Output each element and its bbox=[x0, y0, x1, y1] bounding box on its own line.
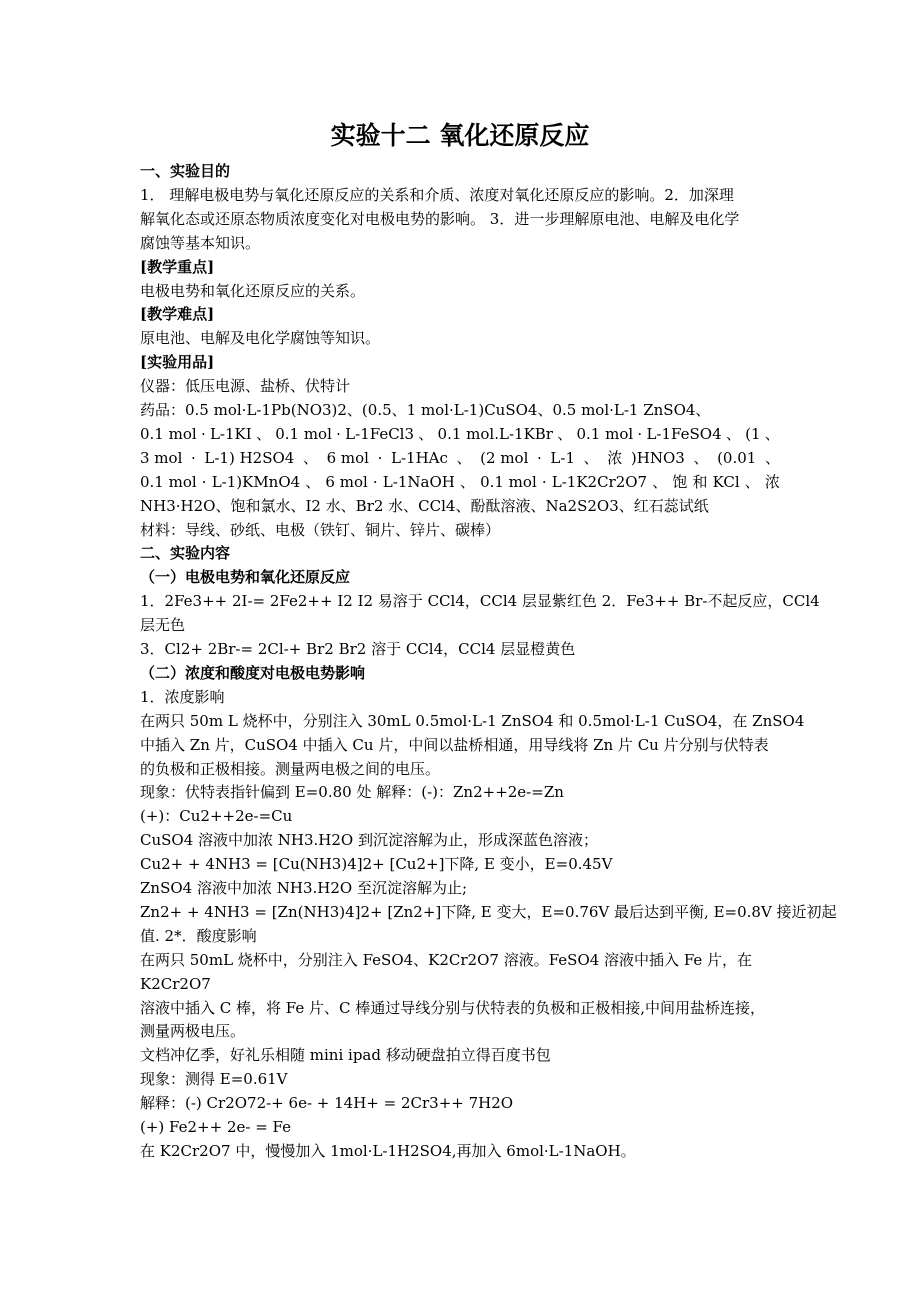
text-token: 0.1 mol bbox=[275, 424, 332, 443]
text-token: 、 bbox=[583, 448, 599, 467]
text-token: L-1 bbox=[550, 448, 575, 467]
section-heading: [教学难点] bbox=[140, 305, 215, 324]
text-line: Zn2+ + 4NH3 = [Zn(NH3)4]2+ [Zn2+]下降, E 变大，E=0.76V 最后达到平衡, E=0.8V 接近初起 bbox=[140, 902, 837, 921]
text-token: · bbox=[336, 424, 341, 443]
text-token: (1 bbox=[745, 424, 761, 443]
text-line: 3．Cl2+ 2Br-= 2Cl-+ Br2 Br2 溶于 CCl4，CCl4 层显橙黄色 bbox=[140, 640, 576, 658]
text-token: 、 bbox=[652, 472, 668, 491]
text-line: 现象：伏特表指针偏到 E=0.80 处 解释：(-)：Zn2++2e-=Zn bbox=[140, 783, 564, 802]
text-line: 文档冲亿季，好礼乐相随 mini ipad 移动硬盘拍立得百度书包 bbox=[140, 1046, 551, 1065]
text-line: 的负极和正极相接。测量两电极之间的电压。 bbox=[140, 759, 441, 778]
section-heading: 一、实验目的 bbox=[140, 162, 231, 180]
text-token: KCl bbox=[712, 472, 740, 491]
text-token: 0.1 mol.L-1KBr bbox=[437, 424, 553, 443]
text-token: · bbox=[377, 448, 383, 467]
text-token: )HNO3 bbox=[630, 448, 685, 467]
text-token: 、 bbox=[302, 448, 318, 467]
text-line bbox=[140, 471, 780, 493]
section-heading: （二）浓度和酸度对电极电势影响 bbox=[140, 663, 366, 682]
text-line: Cu2+ + 4NH3 = [Cu(NH3)4]2+ [Cu2+]下降, E 变小，E=0.45V bbox=[140, 855, 613, 874]
text-token: · bbox=[541, 472, 547, 491]
text-token: L-1) H2SO4 bbox=[204, 448, 295, 467]
text-token: · bbox=[637, 424, 643, 443]
text-token: · bbox=[537, 448, 542, 467]
text-line: 中插入 Zn 片，CuSO4 中插入 Cu 片，中间以盐桥相通，用导线将 Zn 片 Cu 片分别与伏特表 bbox=[140, 735, 769, 754]
text-token: L-1HAc bbox=[391, 448, 448, 467]
text-token: 、 bbox=[456, 448, 472, 467]
text-token: 0.1 mol bbox=[480, 472, 537, 491]
text-line: 1． 理解电极电势与氧化还原反应的关系和介质、浓度对氧化还原反应的影响。2．加深理 bbox=[140, 185, 734, 204]
text-token: L-1)KMnO4 bbox=[211, 472, 301, 491]
text-line: 测量两极电压。 bbox=[140, 1022, 246, 1041]
text-token: · bbox=[201, 472, 207, 491]
text-token: L-1NaOH bbox=[382, 472, 455, 491]
text-token: 、 bbox=[305, 472, 321, 491]
text-token: (0.01 bbox=[717, 448, 757, 467]
text-token: (2 mol bbox=[480, 448, 529, 467]
section-heading: 二、实验内容 bbox=[140, 544, 231, 563]
text-line: 在两只 50m L 烧杯中，分别注入 30mL 0.5mol·L-1 ZnSO4 和 0.5mol·L-1 CuSO4，在 ZnSO4 bbox=[140, 711, 805, 730]
text-token: 、 bbox=[744, 472, 760, 491]
text-line: 药品：0.5 mol·L-1Pb(NO3)2、(0.5、1 mol·L-1)CuSO4、0.5 mol·L-1 ZnSO4、 bbox=[140, 401, 711, 419]
text-line: K2Cr2O7 bbox=[140, 974, 211, 993]
text-token: 、 bbox=[557, 424, 573, 443]
text-token: 6 mol bbox=[325, 472, 368, 491]
text-token: 6 mol bbox=[326, 448, 369, 467]
text-token: L-1K2Cr2O7 bbox=[551, 472, 648, 491]
text-line: 溶液中插入 C 棒，将 Fe 片、C 棒通过导线分别与伏特表的负极和正极相接,中间用盐桥连接， bbox=[140, 998, 766, 1017]
text-token: 和 bbox=[692, 472, 708, 491]
text-token: 饱 bbox=[672, 472, 688, 491]
text-line: 值. 2*．酸度影响 bbox=[140, 926, 257, 945]
text-line bbox=[140, 423, 780, 445]
text-token: 浓 bbox=[764, 472, 780, 491]
text-line: (+) Fe2++ 2e- = Fe bbox=[140, 1118, 292, 1136]
text-line: 1．2Fe3++ 2I-= 2Fe2++ I2 I2 易溶于 CCl4，CCl4 层显紫红色 2．Fe3++ Br-不起反应，CCl4 bbox=[140, 592, 820, 611]
section-heading: （一）电极电势和氧化还原反应 bbox=[140, 568, 351, 587]
text-token: 、 bbox=[725, 424, 741, 443]
text-line: 在两只 50mL 烧杯中，分别注入 FeSO4、K2Cr2O7 溶液。FeSO4 溶液中插入 Fe 片，在 bbox=[140, 950, 753, 969]
text-token: 、 bbox=[764, 448, 780, 467]
text-token: 、 bbox=[693, 448, 709, 467]
text-line: 材料：导线、砂纸、电极（铁钉、铜片、锌片、碳棒） bbox=[140, 520, 501, 539]
text-token: 、 bbox=[255, 424, 271, 443]
text-token: 0.1 mol bbox=[140, 472, 197, 491]
text-line: 在 K2Cr2O7 中，慢慢加入 1mol·L-1H2SO4,再加入 6mol·L-1NaOH。 bbox=[140, 1141, 636, 1160]
text-line: 原电池、电解及电化学腐蚀等知识。 bbox=[140, 329, 381, 348]
text-token: 0.1 mol bbox=[576, 424, 634, 443]
text-line: 电极电势和氧化还原反应的关系。 bbox=[140, 281, 366, 300]
text-token: 浓 bbox=[607, 448, 623, 467]
section-heading: [实验用品] bbox=[140, 353, 215, 372]
text-line: 层无色 bbox=[140, 616, 186, 635]
text-token: 、 bbox=[418, 424, 434, 443]
text-token: · bbox=[191, 448, 196, 467]
text-token: 0.1 mol bbox=[140, 424, 197, 443]
text-line: CuSO4 溶液中加浓 NH3.H2O 到沉淀溶解为止，形成深蓝色溶液； bbox=[140, 831, 599, 850]
text-line: 1．浓度影响 bbox=[140, 687, 225, 706]
text-token: L-1KI bbox=[209, 424, 252, 443]
page-title: 实验十二 氧化还原反应 bbox=[330, 121, 590, 150]
text-token: 3 mol bbox=[140, 448, 183, 467]
text-line: 腐蚀等基本知识。 bbox=[140, 233, 261, 252]
text-line: (+)：Cu2++2e-=Cu bbox=[140, 807, 293, 826]
text-token: 、 bbox=[459, 472, 475, 491]
text-token: L-1FeCl3 bbox=[345, 424, 415, 443]
text-line: 现象：测得 E=0.61V bbox=[140, 1070, 288, 1089]
text-line: ZnSO4 溶液中加浓 NH3.H2O 至沉淀溶解为止; bbox=[140, 879, 467, 897]
section-heading: [教学重点] bbox=[140, 257, 215, 276]
text-line: NH3·H2O、饱和氯水、I2 水、Br2 水、CCl4、酚酞溶液、Na2S2O3、红石蕊试纸 bbox=[140, 496, 709, 515]
text-token: · bbox=[200, 424, 206, 443]
text-token: · bbox=[372, 472, 378, 491]
text-token: 、 bbox=[764, 424, 780, 443]
text-token: L-1FeSO4 bbox=[646, 424, 722, 443]
text-line: 仪器：低压电源、盐桥、伏特计 bbox=[140, 377, 351, 396]
text-line: 解释：(-) Cr2O72-+ 6e- + 14H+ = 2Cr3++ 7H2O bbox=[140, 1094, 514, 1113]
text-line bbox=[140, 447, 780, 469]
text-line: 解氧化态或还原态物质浓度变化对电极电势的影响。 3．进一步理解原电池、电解及电化学 bbox=[140, 209, 740, 228]
